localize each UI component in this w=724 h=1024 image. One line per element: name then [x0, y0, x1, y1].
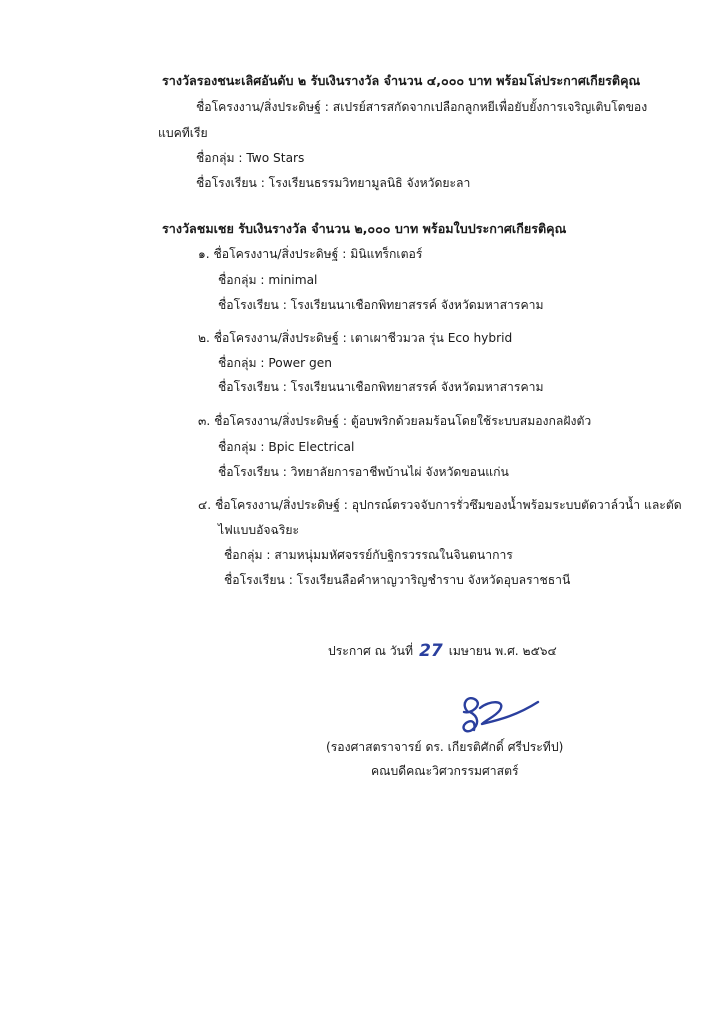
- honorable-mention-heading: รางวัลชมเชย รับเงินรางวัล จำนวน ๒,๐๐๐ บาท พร้อมใบประกาศเกียรติคุณ: [162, 221, 567, 236]
- second-runner-up-group: ชื่อกลุ่ม : Two Stars: [196, 151, 305, 165]
- signature-icon: [446, 690, 546, 738]
- second-runner-up-project-line2: แบคทีเรีย: [158, 126, 208, 140]
- honorable-item-1-project: ๑. ชื่อโครงงาน/สิ่งประดิษฐ์ : มินิแทร็กเตอร์: [198, 247, 423, 261]
- announcement-date: [328, 641, 557, 660]
- honorable-item-4-school: ชื่อโรงเรียน : โรงเรียนลือคำหาญวาริญชำราบ จังหวัดอุบลราชธานี: [224, 573, 571, 587]
- signatory-title: คณบดีคณะวิศวกรรมศาสตร์: [371, 764, 519, 778]
- second-runner-up-project-line1: ชื่อโครงงาน/สิ่งประดิษฐ์ : สเปรย์สารสกัดจากเปลือกลูกหยีเพื่อยับยั้งการเจริญเติบโตของ: [196, 100, 648, 114]
- announcement-day: 27: [419, 641, 443, 661]
- honorable-item-3-project: ๓. ชื่อโครงงาน/สิ่งประดิษฐ์ : ตู้อบพริกด้วยลมร้อนโดยใช้ระบบสมองกลฝังตัว: [198, 414, 592, 428]
- honorable-item-1-school: ชื่อโรงเรียน : โรงเรียนนาเชือกพิทยาสรรค์ จังหวัดมหาสารคาม: [218, 298, 544, 312]
- honorable-item-3-school: ชื่อโรงเรียน : วิทยาลัยการอาชีพบ้านไผ่ จังหวัดขอนแก่น: [218, 465, 509, 479]
- signatory-name: (รองศาสตราจารย์ ดร. เกียรติศักดิ์ ศรีประทีป): [326, 740, 564, 754]
- honorable-item-2-project: ๒. ชื่อโครงงาน/สิ่งประดิษฐ์ : เตาเผาชีวมวล รุ่น Eco hybrid: [198, 331, 513, 345]
- honorable-item-3-group: ชื่อกลุ่ม : Bpic Electrical: [218, 440, 355, 454]
- announcement-suffix: เมษายน พ.ศ. ๒๕๖๔: [448, 644, 557, 658]
- honorable-item-2-group: ชื่อกลุ่ม : Power gen: [218, 356, 333, 370]
- second-runner-up-school: ชื่อโรงเรียน : โรงเรียนธรรมวิทยามูลนิธิ จังหวัดยะลา: [196, 176, 471, 190]
- honorable-item-4-project-cont: ไฟแบบอัจฉริยะ: [218, 523, 300, 537]
- honorable-item-2-school: ชื่อโรงเรียน : โรงเรียนนาเชือกพิทยาสรรค์ จังหวัดมหาสารคาม: [218, 380, 544, 394]
- honorable-item-4-project: ๔. ชื่อโครงงาน/สิ่งประดิษฐ์ : อุปกรณ์ตรวจจับการรั่วซึมของน้ำพร้อมระบบตัดวาล์วน้ำ และตัด: [198, 498, 682, 512]
- second-runner-up-heading: รางวัลรองชนะเลิศอันดับ ๒ รับเงินรางวัล จำนวน ๔,๐๐๐ บาท พร้อมโล่ประกาศเกียรติคุณ: [162, 73, 641, 88]
- honorable-item-1-group: ชื่อกลุ่ม : minimal: [218, 273, 318, 287]
- announcement-prefix: ประกาศ ณ วันที่: [328, 644, 414, 658]
- honorable-item-4-group: ชื่อกลุ่ม : สามหนุ่มมหัศจรรย์กับฐิกรวรรณในจินตนาการ: [224, 548, 513, 562]
